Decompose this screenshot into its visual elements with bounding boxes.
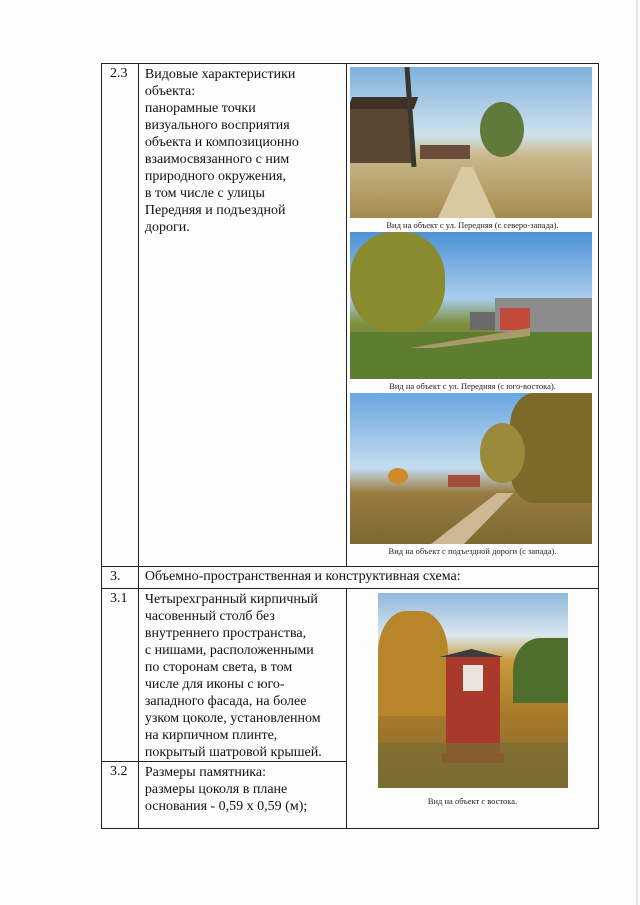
tree-shape xyxy=(350,232,445,332)
grass-shape xyxy=(378,743,568,788)
roof-shape xyxy=(440,649,504,657)
desc-line: с нишами, расположенными xyxy=(144,643,314,658)
desc-line: Размеры памятника: xyxy=(144,765,267,780)
photo-caption: Вид на объект с востока. xyxy=(427,796,518,806)
table-row-3 xyxy=(102,567,599,589)
tree-shape xyxy=(388,468,408,484)
photos-cell xyxy=(347,64,599,567)
row-number: 3. xyxy=(102,567,139,589)
shed-shape xyxy=(470,312,495,330)
desc-line: панорамные точки xyxy=(144,101,256,116)
scan-edge xyxy=(636,0,638,905)
red-wall-shape xyxy=(500,308,530,330)
house-shape xyxy=(448,475,480,487)
photo-caption: Вид на объект с подъездной дороги (с запада). xyxy=(388,546,557,556)
desc-line: основания - 0,59 х 0,59 (м); xyxy=(144,799,308,814)
row-description xyxy=(138,589,346,762)
desc-line: в том числе с улицы xyxy=(144,186,265,201)
photo-view-west xyxy=(350,393,592,544)
photo-caption: Вид на объект с ул. Передняя (с юго-востока). xyxy=(389,381,556,391)
desc-line: размеры цоколя в плане xyxy=(144,782,288,797)
desc-line: визуального восприятия xyxy=(144,118,290,133)
desc-line: внутреннего пространства, xyxy=(144,626,307,641)
tree-shape xyxy=(513,638,568,703)
passport-table xyxy=(101,63,599,829)
table-row-2-3 xyxy=(102,64,599,567)
tree-shape xyxy=(378,611,448,716)
desc-line: часовенный столб без xyxy=(144,609,275,624)
tree-shape xyxy=(480,102,524,157)
desc-line: по сторонам света, в том xyxy=(144,660,293,675)
photo-cell-east xyxy=(347,589,599,829)
photo-view-southeast xyxy=(350,232,592,379)
desc-line: Передняя и подъездной xyxy=(144,203,286,218)
niche-shape xyxy=(463,665,483,691)
row-number: 3.2 xyxy=(102,762,139,829)
desc-line: Четырехгранный кирпичный xyxy=(144,592,318,607)
row-description xyxy=(138,64,346,567)
desc-line: дороги. xyxy=(144,220,190,235)
desc-line: объекта и композиционно xyxy=(144,135,299,150)
table-row-3-1 xyxy=(102,589,599,762)
building-shape xyxy=(420,145,470,159)
desc-line: на кирпичном плинте, xyxy=(144,728,278,743)
desc-line: взаимосвязанного с ним xyxy=(144,152,290,167)
section-heading: Объемно-пространственная и конструктивная схема: xyxy=(138,567,598,589)
road-shape xyxy=(438,167,496,218)
photo-view-northwest xyxy=(350,67,592,218)
road-shape xyxy=(420,493,530,544)
desc-line: узком цоколе, установленном xyxy=(144,711,321,726)
row-description xyxy=(138,762,346,829)
row-title: Видовые характеристики объекта: xyxy=(144,67,296,99)
desc-line: западного фасада, на более xyxy=(144,694,307,709)
photo-caption: Вид на объект с ул. Передняя (с северо-запада). xyxy=(386,220,559,230)
desc-line: числе для иконы с юго- xyxy=(144,677,285,692)
row-number: 2.3 xyxy=(102,64,139,567)
house-shape xyxy=(350,105,412,163)
tree-shape xyxy=(480,423,525,483)
desc-line: природного окружения, xyxy=(144,169,287,184)
desc-line: покрытый шатровой крышей. xyxy=(144,745,322,760)
photo-view-east xyxy=(378,593,568,788)
row-number: 3.1 xyxy=(102,589,139,762)
